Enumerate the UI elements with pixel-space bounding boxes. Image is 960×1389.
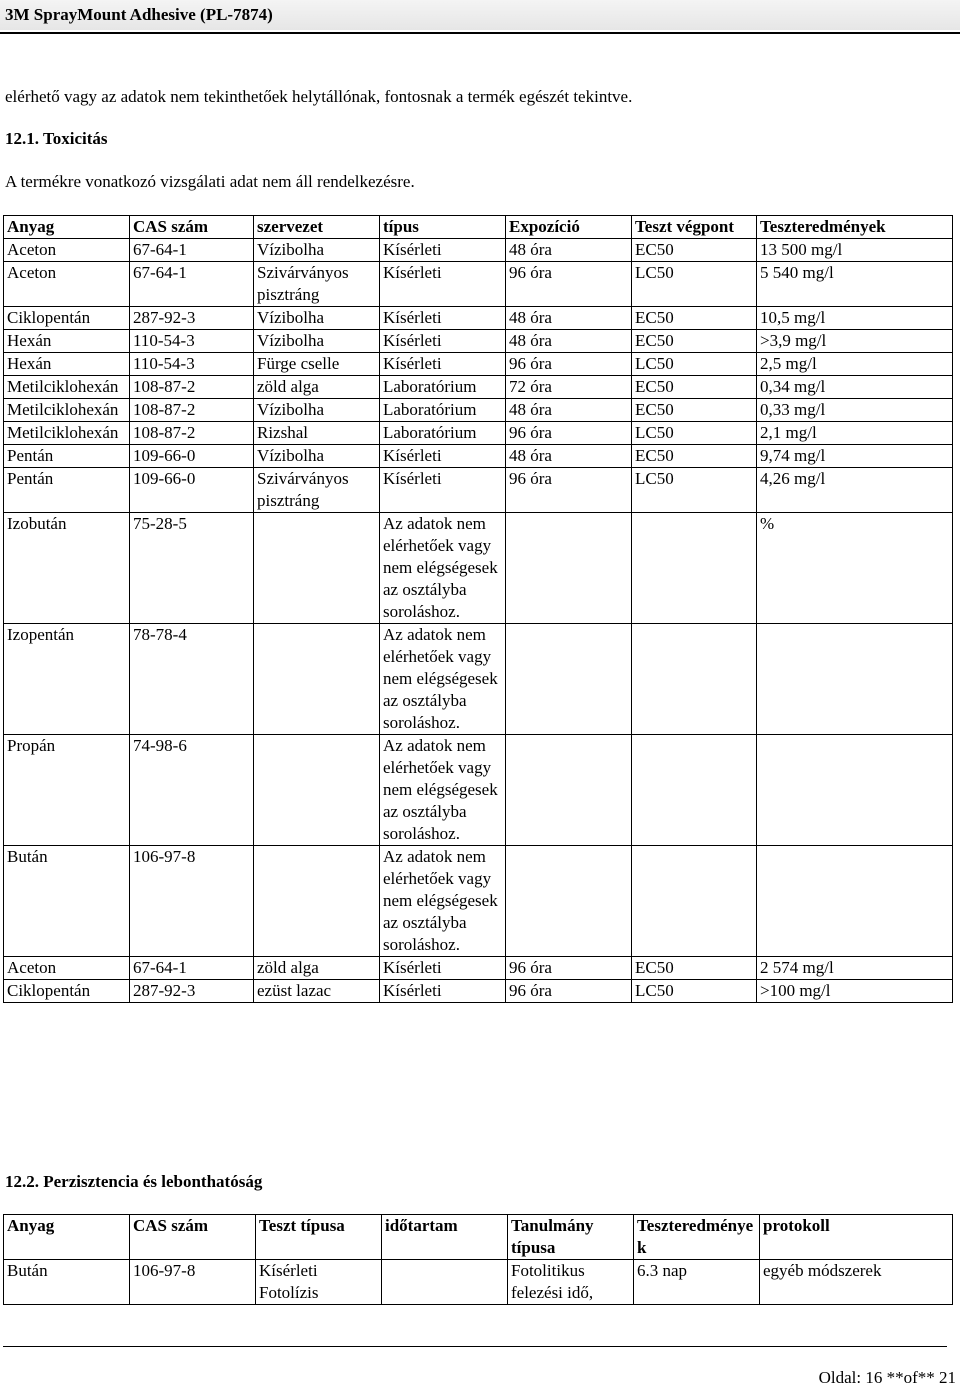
table-cell: EC50 bbox=[632, 239, 757, 262]
table-cell: Vízibolha bbox=[254, 239, 380, 262]
column-header: szervezet bbox=[254, 216, 380, 239]
table-cell: 78-78-4 bbox=[130, 624, 254, 735]
table-cell: 67-64-1 bbox=[130, 262, 254, 307]
table-cell: EC50 bbox=[632, 307, 757, 330]
table-row bbox=[4, 980, 953, 1003]
column-header: Teszt végpont bbox=[632, 216, 757, 239]
table-cell: LC50 bbox=[632, 422, 757, 445]
table-cell: Kísérleti bbox=[380, 980, 506, 1003]
table-row bbox=[4, 239, 953, 262]
table-cell: Izobután bbox=[4, 513, 130, 624]
table-cell: Ciklopentán bbox=[4, 980, 130, 1003]
table-cell: Bután bbox=[4, 846, 130, 957]
table-cell bbox=[632, 624, 757, 735]
table-cell: LC50 bbox=[632, 980, 757, 1003]
table-cell: Metilciklohexán bbox=[4, 422, 130, 445]
table-cell bbox=[632, 735, 757, 846]
table-row bbox=[4, 957, 953, 980]
table-cell: 96 óra bbox=[506, 957, 632, 980]
table-cell bbox=[506, 846, 632, 957]
table-row bbox=[4, 353, 953, 376]
table-cell: Az adatok nem elérhetőek vagy nem elégségesek az osztályba soroláshoz. bbox=[380, 846, 506, 957]
table-cell bbox=[506, 735, 632, 846]
table-cell: 96 óra bbox=[506, 353, 632, 376]
table-cell: 108-87-2 bbox=[130, 422, 254, 445]
table-header-row bbox=[4, 216, 953, 239]
table-cell: Laboratórium bbox=[380, 399, 506, 422]
table-cell: 96 óra bbox=[506, 422, 632, 445]
table-cell: Bután bbox=[4, 1260, 130, 1305]
table-cell bbox=[632, 513, 757, 624]
table-cell bbox=[254, 735, 380, 846]
table-cell: Kísérleti bbox=[380, 353, 506, 376]
column-header: Teszt típusa bbox=[256, 1215, 382, 1260]
column-header: Tanulmány típusa bbox=[508, 1215, 634, 1260]
table-cell bbox=[757, 624, 953, 735]
table-cell: % bbox=[757, 513, 953, 624]
table-cell: Kísérleti bbox=[380, 262, 506, 307]
table-cell: Pentán bbox=[4, 468, 130, 513]
section-heading-persistence: 12.2. Perzisztencia és lebonthatóság bbox=[5, 1172, 263, 1191]
table-row bbox=[4, 735, 953, 846]
table-cell: Ciklopentán bbox=[4, 307, 130, 330]
table-cell: Kísérleti bbox=[380, 330, 506, 353]
table-cell: 108-87-2 bbox=[130, 399, 254, 422]
table-cell: Szivárványos pisztráng bbox=[254, 468, 380, 513]
table-cell: 13 500 mg/l bbox=[757, 239, 953, 262]
table-cell: Az adatok nem elérhetőek vagy nem elégségesek az osztályba soroláshoz. bbox=[380, 735, 506, 846]
table-cell: 4,26 mg/l bbox=[757, 468, 953, 513]
table-cell bbox=[757, 846, 953, 957]
table-row bbox=[4, 846, 953, 957]
table-header-row bbox=[4, 1215, 953, 1260]
table-cell: ezüst lazac bbox=[254, 980, 380, 1003]
table-cell: 6.3 nap bbox=[634, 1260, 760, 1305]
table-cell: Pentán bbox=[4, 445, 130, 468]
table-cell: >3,9 mg/l bbox=[757, 330, 953, 353]
table-cell: 109-66-0 bbox=[130, 468, 254, 513]
table-cell: 72 óra bbox=[506, 376, 632, 399]
table-cell: Kísérleti Fotolízis bbox=[256, 1260, 382, 1305]
table-cell: Aceton bbox=[4, 262, 130, 307]
table-cell: LC50 bbox=[632, 353, 757, 376]
table-cell: EC50 bbox=[632, 330, 757, 353]
table-cell: 5 540 mg/l bbox=[757, 262, 953, 307]
table-cell: Fürge cselle bbox=[254, 353, 380, 376]
table-cell: EC50 bbox=[632, 376, 757, 399]
table-cell: Laboratórium bbox=[380, 422, 506, 445]
table-row bbox=[4, 307, 953, 330]
table-cell: 108-87-2 bbox=[130, 376, 254, 399]
table-cell: zöld alga bbox=[254, 376, 380, 399]
section-heading-toxicity: 12.1. Toxicitás bbox=[5, 129, 108, 148]
table-cell: 48 óra bbox=[506, 330, 632, 353]
table-cell: egyéb módszerek bbox=[760, 1260, 953, 1305]
table-cell: 0,34 mg/l bbox=[757, 376, 953, 399]
table-cell: 48 óra bbox=[506, 445, 632, 468]
table-cell: Metilciklohexán bbox=[4, 376, 130, 399]
table-cell: Kísérleti bbox=[380, 957, 506, 980]
column-header: Expozíció bbox=[506, 216, 632, 239]
table-cell: 48 óra bbox=[506, 307, 632, 330]
table-cell: EC50 bbox=[632, 399, 757, 422]
table-cell: Izopentán bbox=[4, 624, 130, 735]
toxicity-table bbox=[3, 215, 953, 1003]
table-cell: 75-28-5 bbox=[130, 513, 254, 624]
table-cell: Szivárványos pisztráng bbox=[254, 262, 380, 307]
table-cell: Vízibolha bbox=[254, 307, 380, 330]
table-cell: Kísérleti bbox=[380, 307, 506, 330]
table-cell: Fotolitikus felezési idő, bbox=[508, 1260, 634, 1305]
table-cell: Az adatok nem elérhetőek vagy nem elégségesek az osztályba soroláshoz. bbox=[380, 624, 506, 735]
table-cell: 96 óra bbox=[506, 262, 632, 307]
column-header: CAS szám bbox=[130, 216, 254, 239]
table-row bbox=[4, 468, 953, 513]
table-cell: Hexán bbox=[4, 353, 130, 376]
table-cell: 96 óra bbox=[506, 980, 632, 1003]
table-cell bbox=[254, 513, 380, 624]
column-header: Teszteredmények bbox=[757, 216, 953, 239]
table-cell: Vízibolha bbox=[254, 330, 380, 353]
table-cell: 106-97-8 bbox=[130, 846, 254, 957]
column-header: típus bbox=[380, 216, 506, 239]
table-cell: 96 óra bbox=[506, 468, 632, 513]
table-cell: >100 mg/l bbox=[757, 980, 953, 1003]
table-cell bbox=[506, 624, 632, 735]
table-row bbox=[4, 376, 953, 399]
table-cell: 67-64-1 bbox=[130, 957, 254, 980]
column-header: CAS szám bbox=[130, 1215, 256, 1260]
table-cell: Rizshal bbox=[254, 422, 380, 445]
table-cell: Metilciklohexán bbox=[4, 399, 130, 422]
document-title: 3M SprayMount Adhesive (PL-7874) bbox=[5, 5, 273, 24]
table-cell: EC50 bbox=[632, 445, 757, 468]
column-header: Teszteredmények bbox=[634, 1215, 760, 1260]
table-cell: 74-98-6 bbox=[130, 735, 254, 846]
table-cell: EC50 bbox=[632, 957, 757, 980]
table-row bbox=[4, 624, 953, 735]
table-row bbox=[4, 330, 953, 353]
table-cell: Laboratórium bbox=[380, 376, 506, 399]
table-cell: 2 574 mg/l bbox=[757, 957, 953, 980]
table-cell: Kísérleti bbox=[380, 468, 506, 513]
intro-text: elérhető vagy az adatok nem tekinthetőek helytállónak, fontosnak a termék egészét tekintve. bbox=[5, 87, 633, 106]
table-cell: 9,74 mg/l bbox=[757, 445, 953, 468]
footer-divider bbox=[3, 1346, 947, 1347]
table-cell: Aceton bbox=[4, 957, 130, 980]
page-number: Oldal: 16 **of** 21 bbox=[818, 1368, 956, 1387]
table-cell bbox=[757, 735, 953, 846]
table-cell: Kísérleti bbox=[380, 445, 506, 468]
table-cell bbox=[254, 624, 380, 735]
table-cell bbox=[506, 513, 632, 624]
persistence-table bbox=[3, 1214, 953, 1305]
table-cell: 2,1 mg/l bbox=[757, 422, 953, 445]
table-cell: 0,33 mg/l bbox=[757, 399, 953, 422]
table-row bbox=[4, 262, 953, 307]
table-cell: 48 óra bbox=[506, 239, 632, 262]
table-cell: Aceton bbox=[4, 239, 130, 262]
table-row bbox=[4, 513, 953, 624]
table-cell: LC50 bbox=[632, 262, 757, 307]
table-cell: 2,5 mg/l bbox=[757, 353, 953, 376]
column-header: időtartam bbox=[382, 1215, 508, 1260]
table-cell: 287-92-3 bbox=[130, 307, 254, 330]
document-header bbox=[0, 0, 960, 30]
table-cell: 110-54-3 bbox=[130, 353, 254, 376]
table-cell: Propán bbox=[4, 735, 130, 846]
table-cell: 48 óra bbox=[506, 399, 632, 422]
table-row bbox=[4, 399, 953, 422]
table-cell: Kísérleti bbox=[380, 239, 506, 262]
table-cell: 287-92-3 bbox=[130, 980, 254, 1003]
table-cell bbox=[254, 846, 380, 957]
table-row bbox=[4, 422, 953, 445]
table-cell: 110-54-3 bbox=[130, 330, 254, 353]
table-cell: LC50 bbox=[632, 468, 757, 513]
table-cell: Vízibolha bbox=[254, 445, 380, 468]
table-cell: Hexán bbox=[4, 330, 130, 353]
section-note: A termékre vonatkozó vizsgálati adat nem áll rendelkezésre. bbox=[5, 172, 415, 191]
table-cell: 10,5 mg/l bbox=[757, 307, 953, 330]
table-row bbox=[4, 1260, 953, 1305]
table-cell bbox=[382, 1260, 508, 1305]
table-cell bbox=[632, 846, 757, 957]
table-row bbox=[4, 445, 953, 468]
table-cell: Vízibolha bbox=[254, 399, 380, 422]
table-cell: zöld alga bbox=[254, 957, 380, 980]
header-divider bbox=[0, 32, 960, 34]
column-header: protokoll bbox=[760, 1215, 953, 1260]
column-header: Anyag bbox=[4, 216, 130, 239]
table-cell: 106-97-8 bbox=[130, 1260, 256, 1305]
table-cell: Az adatok nem elérhetőek vagy nem elégségesek az osztályba soroláshoz. bbox=[380, 513, 506, 624]
column-header: Anyag bbox=[4, 1215, 130, 1260]
table-cell: 67-64-1 bbox=[130, 239, 254, 262]
table-cell: 109-66-0 bbox=[130, 445, 254, 468]
